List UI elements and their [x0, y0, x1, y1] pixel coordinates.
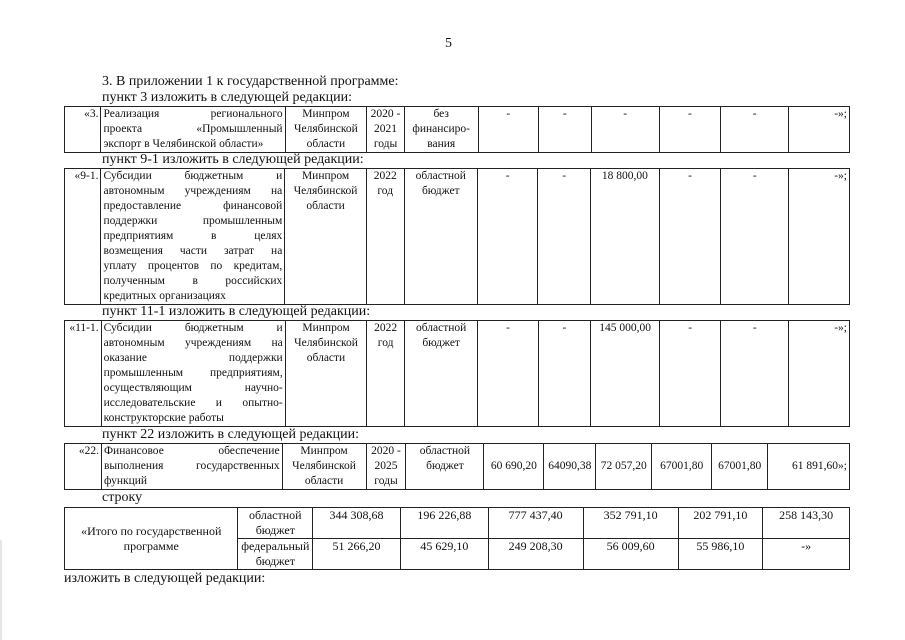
value-cell: 55 986,10 [678, 539, 763, 570]
period-line: годы [373, 138, 398, 150]
program-table-row-22 [64, 443, 850, 490]
value-cell: -»; [789, 107, 850, 153]
value-cell: - [538, 107, 591, 153]
executor-line: области [306, 352, 346, 364]
total-label-line: программе [123, 538, 179, 553]
total-table [64, 507, 850, 570]
value-cell: 196 226,88 [400, 508, 488, 539]
funding-source-line: областной [415, 170, 466, 182]
value-cell: 249 208,30 [488, 539, 583, 570]
value-cell: - [478, 107, 538, 153]
period-line: 2025 [374, 460, 398, 472]
value-cell: 352 791,10 [583, 508, 678, 539]
measure-name-line: Субсидии бюджетным и [103, 322, 283, 334]
executor [285, 107, 367, 153]
value-cell: 67001,80 [652, 444, 712, 490]
executor-line: Челябинской [293, 185, 358, 197]
table-row [65, 508, 850, 539]
total-label [65, 508, 238, 570]
value-cell: 45 629,10 [400, 539, 488, 570]
measure-name-line: кредитных организациях [103, 290, 226, 302]
executor [282, 444, 366, 490]
section-title: пункт 11-1 изложить в следующей редакции: [102, 304, 371, 319]
measure-name [101, 107, 285, 153]
value-cell: 258 143,30 [763, 508, 850, 539]
period [367, 107, 405, 153]
measure-name-line: Субсидии бюджетным и [103, 170, 283, 182]
value-cell: - [591, 107, 659, 153]
value-cell: - [659, 107, 720, 153]
section-title: пункт 3 изложить в следующей редакции: [102, 90, 352, 105]
executor-line: области [304, 475, 344, 487]
period-line: 2022 [373, 170, 397, 182]
value-cell: - [660, 321, 721, 427]
value-cell: 344 308,68 [313, 508, 401, 539]
executor [285, 169, 367, 305]
measure-name-line: поддержки промышленным [103, 215, 283, 227]
funding-source-line: бюджет [426, 460, 464, 472]
measure-name-line: Реализация регионального [103, 108, 283, 120]
period-line: 2021 [374, 123, 398, 135]
measure-name-line: осуществляющим научно- [103, 382, 283, 394]
funding-source [404, 321, 477, 427]
measure-name [101, 444, 282, 490]
funding-source [404, 107, 478, 153]
measure-name [101, 321, 285, 427]
section-heading: 3. В приложении 1 к государственной программе: [102, 74, 399, 89]
executor-line: Минпром [300, 445, 348, 457]
value-cell: 61 891,60»; [768, 444, 850, 490]
value-cell: - [721, 321, 789, 427]
footer-text: изложить в следующей редакции: [64, 571, 266, 586]
funding-source-line: областной [249, 508, 302, 522]
funding-source-line: бюджет [255, 554, 295, 568]
measure-name-line: оказание поддержки [103, 352, 283, 364]
executor-line: Челябинской [294, 123, 358, 135]
table-row [65, 169, 850, 305]
value-cell: - [538, 169, 591, 305]
row-number: «3. [65, 107, 101, 153]
value-cell: 145 000,00 [591, 321, 660, 427]
funding-source [238, 508, 313, 539]
program-table-row-9-1 [64, 168, 850, 305]
value-cell: 202 791,10 [678, 508, 763, 539]
section-title: пункт 22 изложить в следующей редакции: [102, 427, 359, 442]
period-line: 2020 - [370, 108, 401, 120]
measure-name-line: предоставление финансовой [103, 200, 283, 212]
value-cell: - [477, 169, 537, 305]
value-cell: 18 800,00 [590, 169, 659, 305]
executor [285, 321, 367, 427]
funding-source-line: бюджет [255, 523, 295, 537]
funding-source-line: без [433, 108, 449, 120]
period-line: годы [374, 475, 398, 487]
funding-source-line: бюджет [422, 337, 460, 349]
executor-line: Челябинской [292, 460, 356, 472]
measure-name-line: проекта «Промышленный [103, 123, 283, 135]
row-label: строку [102, 490, 143, 505]
period-line: год [377, 185, 394, 197]
funding-source-line: федеральный [241, 539, 310, 553]
funding-source [238, 539, 313, 570]
funding-source-line: областной [419, 445, 471, 457]
value-cell: - [538, 321, 591, 427]
row-number: «22. [65, 444, 102, 490]
value-cell: 72 057,20 [596, 444, 652, 490]
period-line: 2020 - [371, 445, 401, 457]
period-line: 2022 [374, 322, 398, 334]
total-label-line: «Итого по государственной [81, 523, 222, 538]
value-cell: -»; [789, 321, 850, 427]
section-title: пункт 9-1 изложить в следующей редакции: [102, 152, 364, 167]
value-cell: 51 266,20 [313, 539, 401, 570]
value-cell: 64090,38 [544, 444, 596, 490]
executor-line: Минпром [302, 322, 350, 334]
value-cell: 56 009,60 [583, 539, 678, 570]
measure-name-line: возмещения части затрат на [103, 245, 283, 257]
measure-name-line: функций [103, 475, 148, 487]
measure-name-line: полученным в российских [103, 275, 283, 287]
period-line: год [377, 337, 394, 349]
table-row [65, 107, 850, 153]
page-number: 5 [445, 36, 452, 51]
measure-name-line: выполнения государственных [103, 460, 280, 472]
measure-name-line: автономным учреждениям на [103, 337, 283, 349]
measure-name-line: предприятиям в целях [103, 230, 283, 242]
executor-line: Минпром [301, 170, 350, 182]
table-row [65, 444, 850, 490]
funding-source-line: бюджет [421, 185, 460, 197]
scan-edge-shadow [0, 540, 2, 640]
executor-line: Минпром [302, 108, 350, 120]
funding-source-line: вания [427, 138, 456, 150]
executor-line: области [306, 138, 346, 150]
value-cell: 67001,80 [712, 444, 768, 490]
value-cell: -»; [789, 169, 850, 305]
program-table-row-11-1 [64, 320, 850, 427]
measure-name-line: Финансовое обеспечение [103, 445, 280, 457]
measure-name [101, 169, 285, 305]
measure-name-line: конструкторские работы [103, 412, 224, 424]
value-cell: -» [763, 539, 850, 570]
funding-source-line: финансиро- [412, 123, 471, 135]
value-cell: - [721, 107, 789, 153]
measure-name-line: автономным учреждениям на [103, 185, 283, 197]
value-cell: - [659, 169, 720, 305]
funding-source [406, 444, 484, 490]
program-table-row-3 [64, 106, 850, 153]
funding-source [404, 169, 477, 305]
period [366, 444, 406, 490]
period [367, 321, 405, 427]
period [366, 169, 404, 305]
table-row [65, 321, 850, 427]
executor-line: области [306, 200, 345, 212]
value-cell: 60 690,20 [484, 444, 544, 490]
measure-name-line: промышленным предприятиям, [103, 367, 283, 379]
value-cell: 777 437,40 [488, 508, 583, 539]
funding-source-line: областной [415, 322, 467, 334]
measure-name-line: уплату процентов по кредитам, [103, 260, 283, 272]
row-number: «9-1. [65, 169, 101, 305]
value-cell: - [478, 321, 538, 427]
row-number: «11-1. [65, 321, 102, 427]
measure-name-line: экспорт в Челябинской области» [103, 138, 264, 150]
executor-line: Челябинской [294, 337, 358, 349]
value-cell: - [721, 169, 789, 305]
measure-name-line: исследовательские и опытно- [103, 397, 283, 409]
